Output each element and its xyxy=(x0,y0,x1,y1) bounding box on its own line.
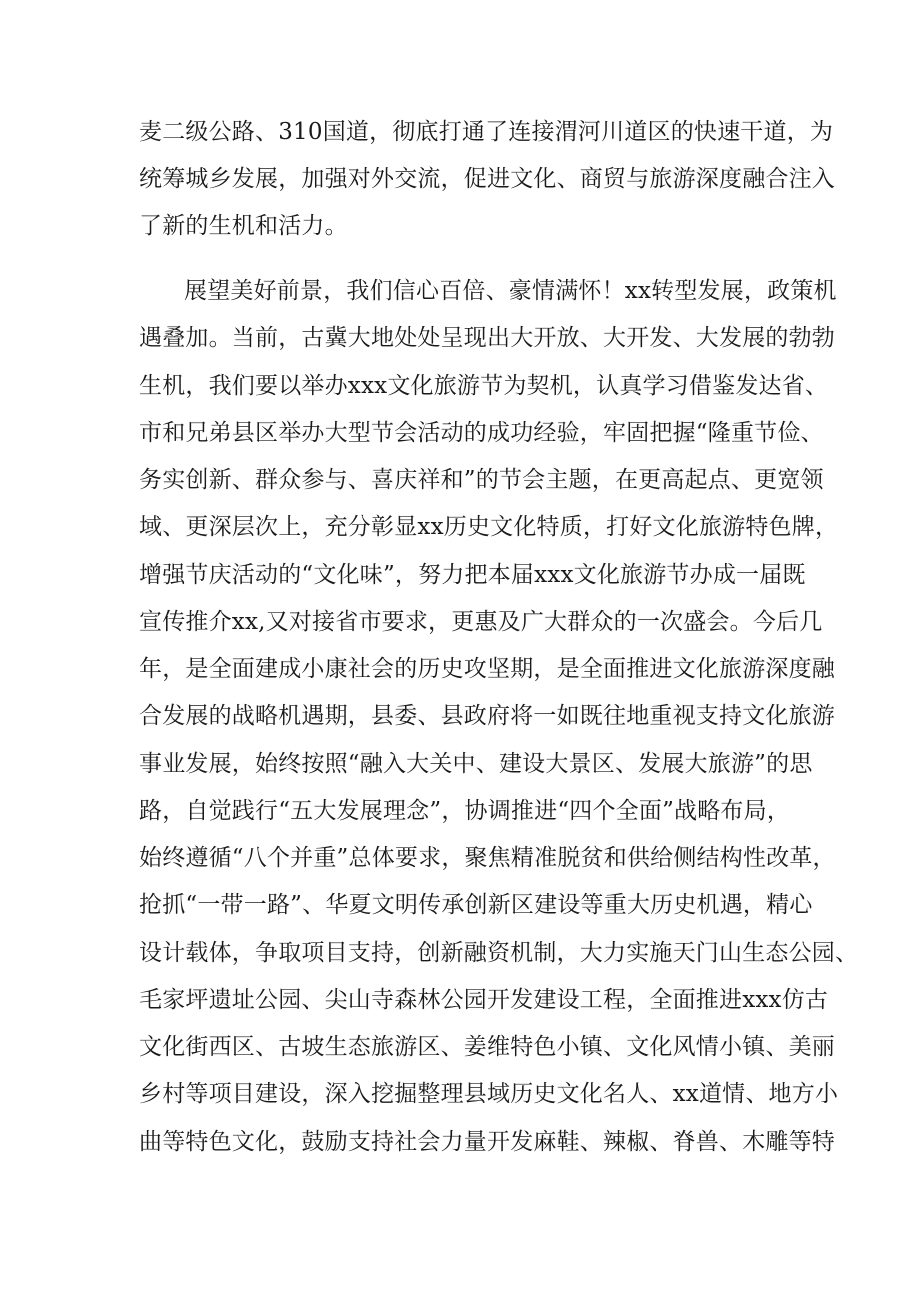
paragraph-2-line-4: 市和兄弟县区举办大型节会活动的成功经验，牢固把握“隆重节俭、 xyxy=(139,420,824,446)
paragraph-2-line-10: 合发展的战略机遇期，县委、县政府将一如既往地重视支持文化旅游 xyxy=(139,703,835,729)
paragraph-1-line-2: 统筹城乡发展，加强对外交流，促进文化、商贸与旅游深度融合注入 xyxy=(139,166,835,192)
paragraph-1-line-1: 麦二级公路、310国道，彻底打通了连接渭河川道区的快速干道，为 xyxy=(139,119,834,145)
paragraph-2-line-17: 文化街西区、古坡生态旅游区、姜维特色小镇、文化风情小镇、美丽 xyxy=(139,1034,835,1060)
paragraph-2-line-8: 宣传推介xx,又对接省市要求，更惠及广大群众的一次盛会。今后几 xyxy=(139,609,823,635)
paragraph-2-line-11: 事业发展，始终按照“融入大关中、建设大景区、发展大旅游”的思 xyxy=(139,751,813,777)
paragraph-2-line-7: 增强节庆活动的“文化味”，努力把本届xxx文化旅游节办成一届既 xyxy=(139,562,806,588)
paragraph-2-line-9: 年，是全面建成小康社会的历史攻坚期，是全面推进文化旅游深度融 xyxy=(139,656,835,682)
paragraph-2-line-13: 始终遵循“八个并重”总体要求，聚焦精准脱贫和供给侧结构性改革， xyxy=(139,845,836,871)
paragraph-2-line-5: 务实创新、群众参与、喜庆祥和”的节会主题，在更高起点、更宽领 xyxy=(139,467,824,493)
paragraph-1-line-3: 了新的生机和活力。 xyxy=(139,213,348,239)
paragraph-2-line-16: 毛家坪遗址公园、尖山寺森林公园开发建设工程，全面推进xxx仿古 xyxy=(139,987,829,1013)
paragraph-2-line-18: 乡村等项目建设，深入挖掘整理县域历史文化名人、xx道情、地方小 xyxy=(139,1081,839,1107)
paragraph-2-line-14: 抢抓“一带一路”、华夏文明传承创新区建设等重大历史机遇，精心 xyxy=(139,892,813,918)
paragraph-2-line-15: 设计载体，争取项目支持，创新融资机制，大力实施天门山生态公园、 xyxy=(139,940,859,966)
paragraph-2-line-2: 遇叠加。当前，古冀大地处处呈现出大开放、大开发、大发展的勃勃 xyxy=(139,325,835,351)
paragraph-2-line-19: 曲等特色文化，鼓励支持社会力量开发麻鞋、辣椒、脊兽、木雕等特 xyxy=(139,1129,835,1155)
paragraph-2-line-3: 生机，我们要以举办xxx文化旅游节为契机，认真学习借鉴发达省、 xyxy=(139,373,829,399)
paragraph-2-line-12: 路，自觉践行“五大发展理念”，协调推进“四个全面”战略布局， xyxy=(139,798,791,824)
paragraph-2-line-6: 域、更深层次上，充分彰显xx历史文化特质，打好文化旅游特色牌， xyxy=(139,514,839,540)
paragraph-2-line-1: 展望美好前景，我们信心百倍、豪情满怀！xx转型发展，政策机 xyxy=(184,278,837,304)
